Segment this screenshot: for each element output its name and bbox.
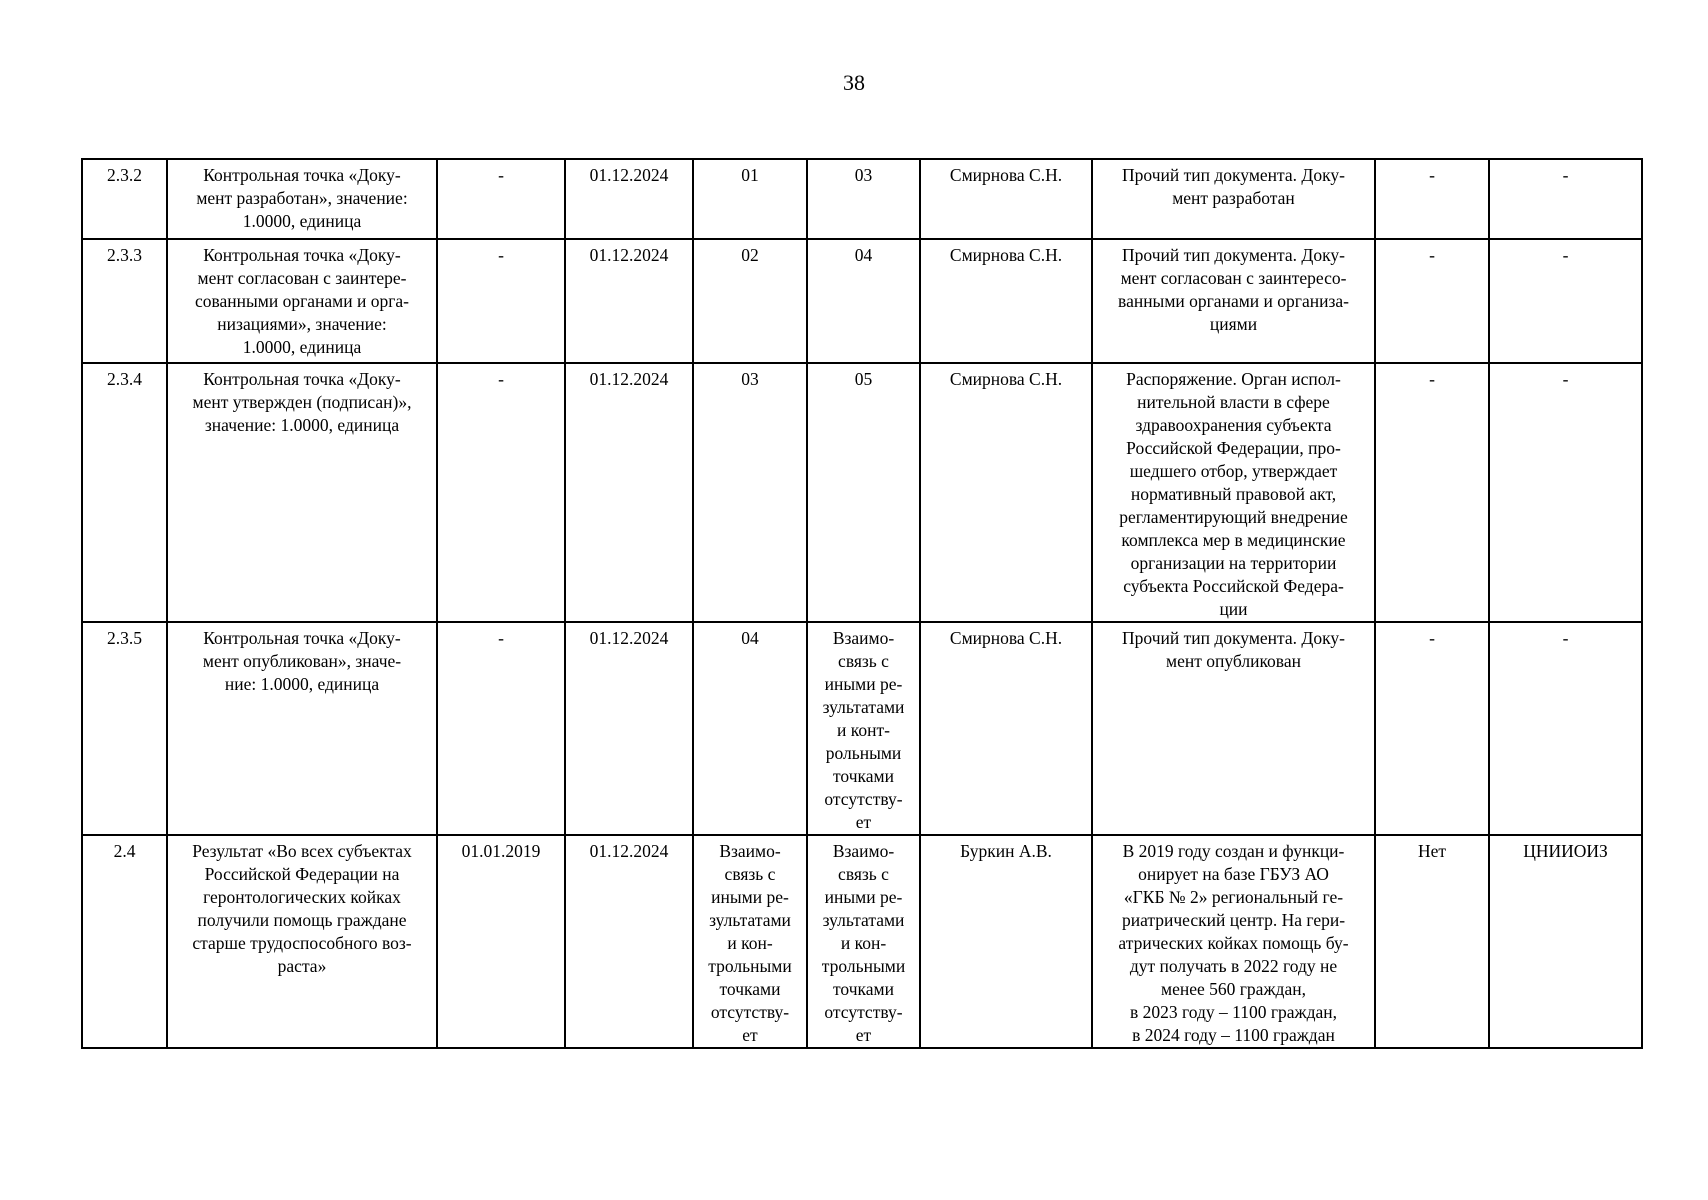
responsible-person: Смирнова С.Н. — [920, 159, 1092, 239]
column-9-value: - — [1375, 159, 1489, 239]
end-date: 01.12.2024 — [565, 363, 693, 622]
successor: Взаимо- связь с иными ре- зультатами и кон- трольными точками отсутству- ет — [807, 835, 920, 1048]
responsible-person: Смирнова С.Н. — [920, 239, 1092, 363]
column-9-value: - — [1375, 239, 1489, 363]
start-date: - — [437, 622, 565, 835]
column-9-value: - — [1375, 363, 1489, 622]
document-info: Прочий тип документа. Доку- мент опубликован — [1092, 622, 1375, 835]
table-row — [82, 159, 1642, 239]
predecessor: 01 — [693, 159, 807, 239]
result-description: Контрольная точка «Доку- мент согласован с заинтере- сованными органами и орга- низациями», значение: 1.0000, единица — [167, 239, 437, 363]
row-number: 2.3.3 — [82, 239, 167, 363]
page-number: 38 — [843, 70, 865, 95]
predecessor: Взаимо- связь с иными ре- зультатами и кон- трольными точками отсутству- ет — [693, 835, 807, 1048]
predecessor: 03 — [693, 363, 807, 622]
table-row — [82, 835, 1642, 1048]
document-info: Распоряжение. Орган испол- нительной власти в сфере здравоохранения субъекта Российской Федерации, про- шедшего отбор, утверждает нормативный правовой акт, регламентирующий внедрение комплекса мер в медицинские организации на территории субъекта Российской Федера- ции — [1092, 363, 1375, 622]
end-date: 01.12.2024 — [565, 239, 693, 363]
schedule-table — [81, 158, 1643, 1049]
result-description: Контрольная точка «Доку- мент разработан», значение: 1.0000, единица — [167, 159, 437, 239]
column-9-value: Нет — [1375, 835, 1489, 1048]
result-description: Результат «Во всех субъектах Российской Федерации на геронтологических койках получили помощь граждане старше трудоспособного воз- раста» — [167, 835, 437, 1048]
start-date: - — [437, 239, 565, 363]
document-info: В 2019 году создан и функци- онирует на базе ГБУЗ АО «ГКБ № 2» региональный ге- риатрический центр. На гери- атрических койках помощь бу- дут получать в 2022 году не менее 560 граждан, в 2023 году – 1100 граждан, в 2024 году – 1100 граждан — [1092, 835, 1375, 1048]
table-row — [82, 363, 1642, 622]
successor: 05 — [807, 363, 920, 622]
end-date: 01.12.2024 — [565, 159, 693, 239]
column-10-value: - — [1489, 239, 1642, 363]
column-10-value: ЦНИИОИЗ — [1489, 835, 1642, 1048]
successor: 03 — [807, 159, 920, 239]
successor: Взаимо- связь с иными ре- зультатами и конт- рольными точками отсутству- ет — [807, 622, 920, 835]
row-number: 2.3.2 — [82, 159, 167, 239]
document-info: Прочий тип документа. Доку- мент разработан — [1092, 159, 1375, 239]
predecessor: 02 — [693, 239, 807, 363]
responsible-person: Смирнова С.Н. — [920, 622, 1092, 835]
column-10-value: - — [1489, 622, 1642, 835]
table-row — [82, 239, 1642, 363]
document-info: Прочий тип документа. Доку- мент согласован с заинтересо- ванными органами и организа- циями — [1092, 239, 1375, 363]
predecessor: 04 — [693, 622, 807, 835]
successor: 04 — [807, 239, 920, 363]
result-description: Контрольная точка «Доку- мент опубликован», значе- ние: 1.0000, единица — [167, 622, 437, 835]
responsible-person: Смирнова С.Н. — [920, 363, 1092, 622]
end-date: 01.12.2024 — [565, 835, 693, 1048]
row-number: 2.3.4 — [82, 363, 167, 622]
start-date: - — [437, 159, 565, 239]
end-date: 01.12.2024 — [565, 622, 693, 835]
table-row — [82, 622, 1642, 835]
start-date: - — [437, 363, 565, 622]
start-date: 01.01.2019 — [437, 835, 565, 1048]
column-9-value: - — [1375, 622, 1489, 835]
column-10-value: - — [1489, 363, 1642, 622]
result-description: Контрольная точка «Доку- мент утвержден (подписан)», значение: 1.0000, единица — [167, 363, 437, 622]
responsible-person: Буркин А.В. — [920, 835, 1092, 1048]
row-number: 2.4 — [82, 835, 167, 1048]
column-10-value: - — [1489, 159, 1642, 239]
row-number: 2.3.5 — [82, 622, 167, 835]
